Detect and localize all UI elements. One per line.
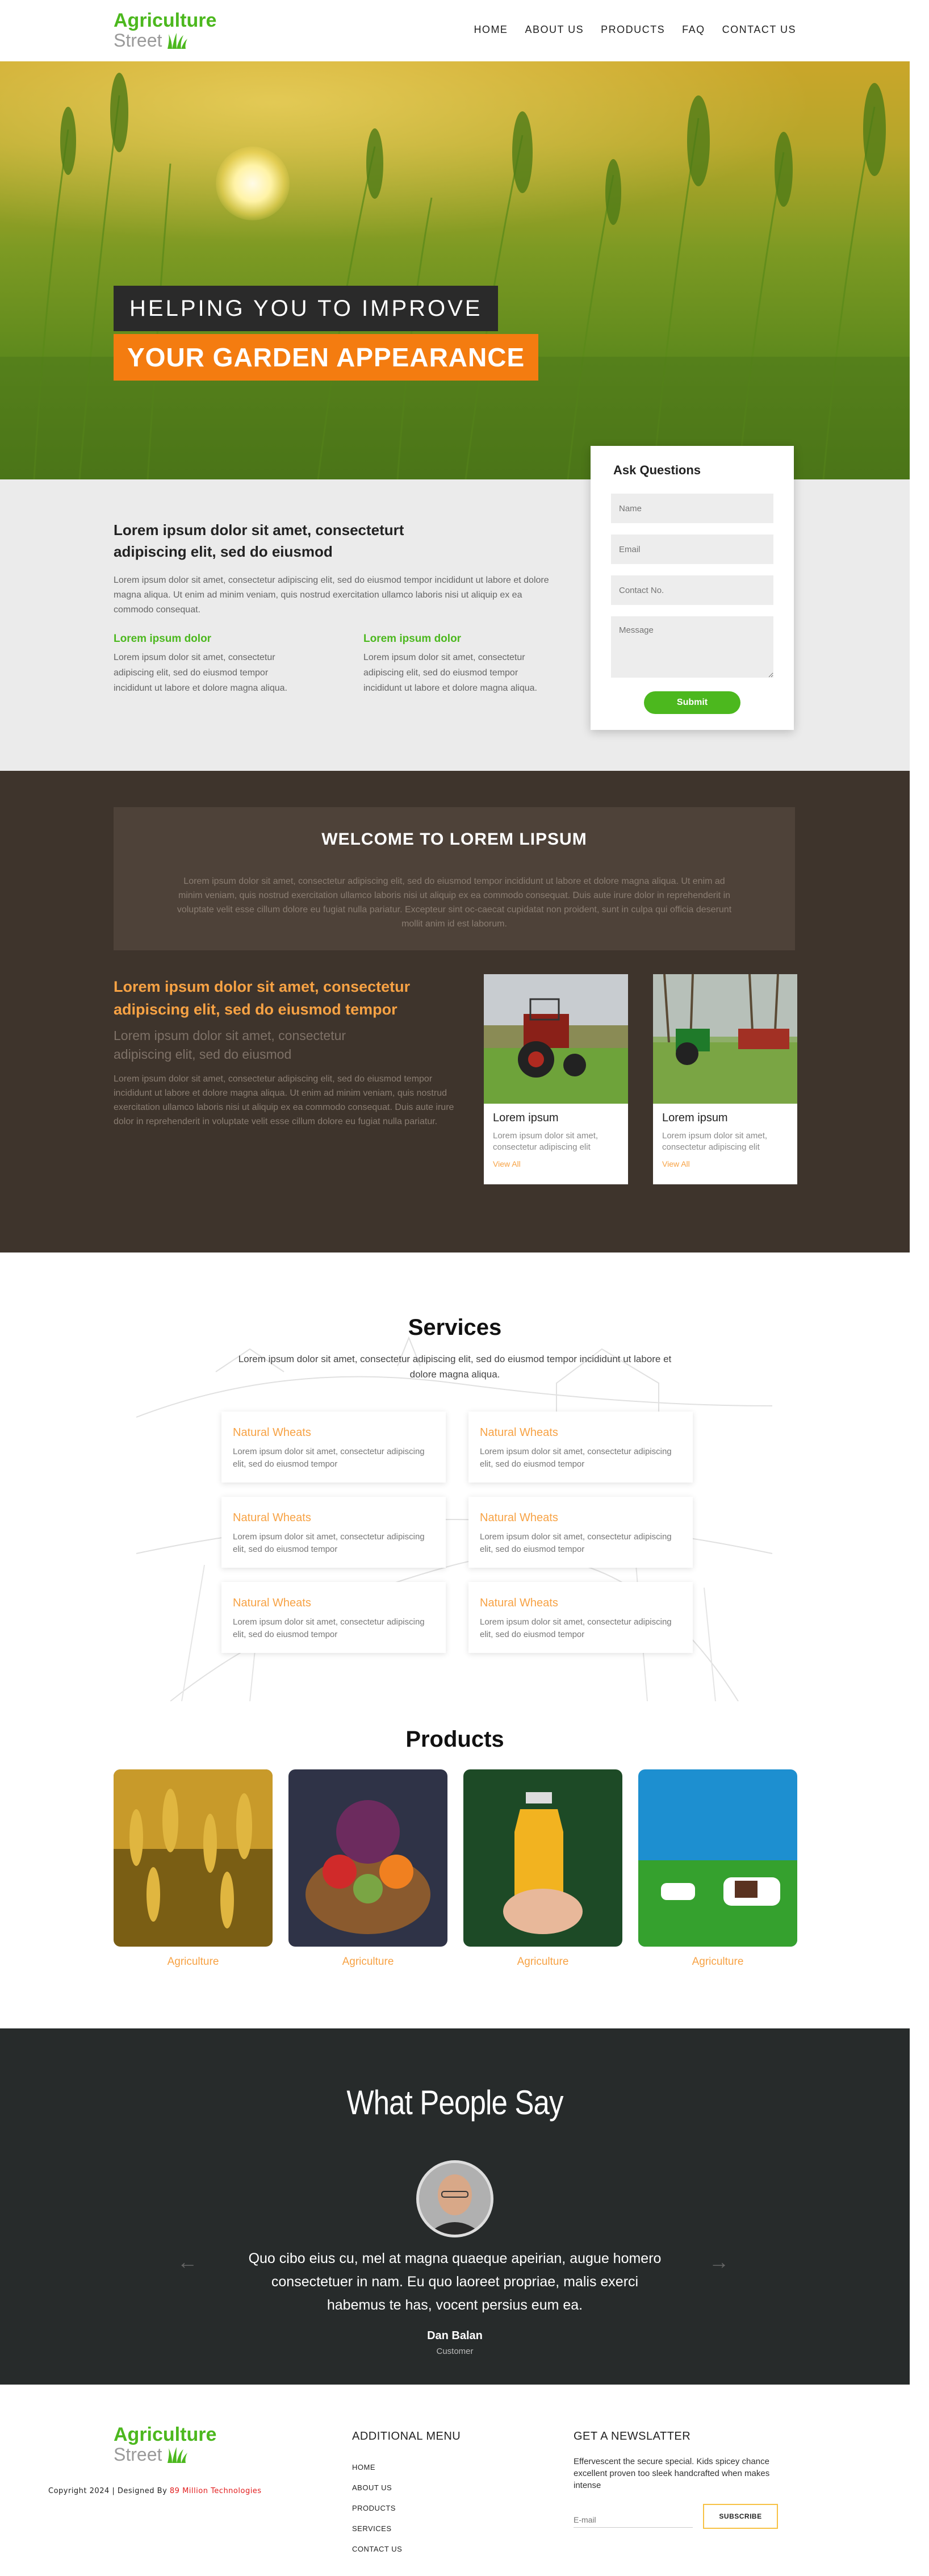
grass-icon — [166, 2446, 188, 2463]
submit-button[interactable]: Submit — [644, 691, 740, 714]
products-title: Products — [405, 1727, 504, 1752]
hero-banner — [0, 61, 910, 479]
service-title: Natural Wheats — [233, 1512, 311, 1524]
newsletter-text: Effervescent the secure special. Kids spicey chance excellent proven too sleek handcrafted when makes intense — [574, 2457, 770, 2490]
card-title: Lorem ipsum — [493, 1112, 559, 1124]
logo[interactable] — [114, 10, 216, 50]
footer-link-products[interactable]: PRODUCTS — [352, 2504, 396, 2512]
service-title: Natural Wheats — [233, 1597, 311, 1609]
testimonial-quote: Quo cibo eius cu, mel at magna quaeque apeirian, augue homero consectetuer in nam. Eu quo laoreet propriae, malis exerci habemus te has, vocent persius eum ea. — [248, 2251, 662, 2313]
logo-line2: Street — [114, 30, 162, 51]
product-label[interactable]: Agriculture — [167, 1956, 219, 1968]
product-vegetables-image[interactable] — [288, 1769, 447, 1947]
nav-home[interactable]: HOME — [474, 24, 508, 35]
newsletter-title: GET A NEWSLATTER — [574, 2430, 691, 2443]
service-title: Natural Wheats — [233, 1426, 311, 1439]
welcome-subheading: Lorem ipsum dolor sit amet, consectetur adipiscing elit, sed do eiusmod — [114, 1028, 346, 1062]
email-input[interactable] — [611, 535, 773, 564]
welcome-body: Lorem ipsum dolor sit amet, consectetur adipiscing elit, sed do eiusmod tempor incididunt ut labore et dolore magna aliqua. Ut enim ad minim veniam, quis nostrud exercitation ullamco laboris nisi ut aliquip ex ea commodo consequat. Duis aute irure dolor in reprehenderit in voluptate velit esse cillum dolore eu fugiat nulla pariatur. — [114, 1074, 454, 1126]
footer-logo-line2: Street — [114, 2444, 162, 2465]
intro-title: Lorem ipsum dolor sit amet, consecteturt adipiscing elit, sed do eiusmod — [114, 521, 404, 560]
service-text: Lorem ipsum dolor sit amet, consectetur adipiscing elit, sed do eiusmod tempor — [480, 1447, 672, 1469]
products-section — [0, 1707, 910, 2028]
service-card[interactable] — [221, 1582, 446, 1653]
footer-logo-line1: Agriculture — [114, 2424, 217, 2445]
service-card[interactable] — [468, 1412, 693, 1483]
nav-contact-us[interactable]: CONTACT US — [722, 24, 796, 35]
footer-link-home[interactable]: HOME — [352, 2463, 375, 2471]
copyright-text: Copyright 2024 | Designed By — [48, 2487, 170, 2495]
service-card[interactable] — [221, 1412, 446, 1483]
designer-link[interactable]: 89 Million Technologies — [169, 2487, 262, 2495]
intro-col1-heading: Lorem ipsum dolor — [114, 633, 212, 645]
intro-col2-heading: Lorem ipsum dolor — [363, 633, 462, 645]
service-text: Lorem ipsum dolor sit amet, consectetur adipiscing elit, sed do eiusmod tempor — [480, 1532, 672, 1554]
customer-avatar — [416, 2160, 493, 2237]
footer-link-contact-us[interactable]: CONTACT US — [352, 2545, 403, 2553]
nav-about-us[interactable]: ABOUT US — [525, 24, 584, 35]
site-header — [0, 0, 910, 61]
intro-text: Lorem ipsum dolor sit amet, consectetur adipiscing elit, sed do eiusmod tempor incididunt ut labore et dolore magna aliqua. Ut enim ad minim veniam, quis nostrud exercitation ullamco laboris nisi ut aliquip ex ea commodo consequat. — [114, 575, 549, 615]
intro-col1-text: Lorem ipsum dolor sit amet, consectetur adipiscing elit, sed do eiusmod tempor incididunt ut labore et dolore magna aliqua. — [114, 653, 287, 693]
service-title: Natural Wheats — [480, 1512, 558, 1524]
service-text: Lorem ipsum dolor sit amet, consectetur adipiscing elit, sed do eiusmod tempor — [480, 1617, 672, 1639]
view-all-link[interactable]: View All — [493, 1159, 521, 1168]
card-text: Lorem ipsum dolor sit amet, consectetur adipiscing elit — [493, 1131, 599, 1152]
testimonials-title: What People Say — [346, 2084, 563, 2122]
ask-questions-title: Ask Questions — [613, 463, 701, 477]
wheat-field-image — [0, 61, 910, 479]
testimonials-section — [0, 2028, 910, 2385]
grass-icon — [166, 32, 188, 49]
view-all-link[interactable]: View All — [662, 1159, 690, 1168]
tractor-image — [484, 974, 628, 1104]
product-wheat-image[interactable] — [114, 1769, 273, 1947]
message-textarea[interactable] — [611, 616, 773, 678]
newsletter-email-input[interactable] — [574, 2505, 693, 2528]
card-text: Lorem ipsum dolor sit amet, consectetur adipiscing elit — [662, 1131, 768, 1152]
copyright — [48, 2487, 262, 2495]
card-tractor — [484, 974, 628, 1184]
service-title: Natural Wheats — [480, 1426, 558, 1439]
logo-line1: Agriculture — [114, 10, 217, 31]
product-cows-image[interactable] — [638, 1769, 797, 1947]
arrow-right-icon[interactable]: → — [709, 2250, 729, 2273]
welcome-text: Lorem ipsum dolor sit amet, consectetur adipiscing elit, sed do eiusmod tempor incididunt ut labore et dolore magna aliqua. Ut enim ad minim veniam, quis nostrud exercitation ullamco laboris nisi ut aliquip ex ea commodo consequat. Duis aute irure dolor in reprehenderit in voluptate velit esse cillum dolore eu fugiat nulla pariatur. Excepteur sint oc-caecat cupidatat non proident, sunt in culpa qui officia deserunt mollit anim id est laborum. — [177, 876, 732, 929]
product-label[interactable]: Agriculture — [517, 1956, 569, 1968]
footer-menu — [352, 2457, 402, 2560]
name-input[interactable] — [611, 494, 773, 523]
welcome-title: WELCOME TO LOREM LIPSUM — [321, 830, 587, 849]
card-title: Lorem ipsum — [662, 1112, 728, 1124]
product-label[interactable]: Agriculture — [342, 1956, 394, 1968]
green-tractor-image — [653, 974, 797, 1104]
services-section — [0, 1252, 910, 1707]
hero-line-2: YOUR GARDEN APPEARANCE — [114, 334, 538, 381]
card-green-tractor — [653, 974, 797, 1184]
ask-questions-form — [591, 446, 794, 730]
testimonial-role: Customer — [436, 2347, 474, 2356]
testimonial-author: Dan Balan — [427, 2329, 483, 2342]
footer-link-services[interactable]: SERVICES — [352, 2524, 392, 2533]
service-text: Lorem ipsum dolor sit amet, consectetur adipiscing elit, sed do eiusmod tempor — [233, 1617, 425, 1639]
footer-logo[interactable] — [114, 2424, 216, 2464]
site-footer — [0, 2385, 910, 2576]
welcome-section — [0, 771, 910, 1252]
service-text: Lorem ipsum dolor sit amet, consectetur adipiscing elit, sed do eiusmod tempor — [233, 1532, 425, 1554]
nav-products[interactable]: PRODUCTS — [601, 24, 666, 35]
arrow-left-icon[interactable]: ← — [177, 2250, 198, 2273]
services-title: Services — [408, 1315, 502, 1340]
subscribe-button[interactable]: SUBSCRIBE — [703, 2504, 778, 2529]
contact-number-input[interactable] — [611, 575, 773, 605]
product-juice-image[interactable] — [463, 1769, 622, 1947]
service-card[interactable] — [221, 1497, 446, 1568]
services-text: Lorem ipsum dolor sit amet, consectetur adipiscing elit, sed do eiusmod tempor incididunt ut labore et dolore magna aliqua. — [238, 1354, 672, 1380]
product-label[interactable]: Agriculture — [692, 1956, 744, 1968]
main-nav — [474, 24, 796, 36]
additional-menu-title: ADDITIONAL MENU — [352, 2430, 461, 2443]
intro-col2-text: Lorem ipsum dolor sit amet, consectetur adipiscing elit, sed do eiusmod tempor incididunt ut labore et dolore magna aliqua. — [363, 653, 537, 693]
footer-link-about-us[interactable]: ABOUT US — [352, 2483, 392, 2492]
service-card[interactable] — [468, 1497, 693, 1568]
service-title: Natural Wheats — [480, 1597, 558, 1609]
hero-line-1: HELPING YOU TO IMPROVE — [114, 286, 498, 331]
service-text: Lorem ipsum dolor sit amet, consectetur adipiscing elit, sed do eiusmod tempor — [233, 1447, 425, 1469]
welcome-heading: Lorem ipsum dolor sit amet, consectetur adipiscing elit, sed do eiusmod tempor — [114, 978, 411, 1018]
nav-faq[interactable]: FAQ — [682, 24, 705, 35]
service-card[interactable] — [468, 1582, 693, 1653]
welcome-box — [114, 807, 795, 950]
